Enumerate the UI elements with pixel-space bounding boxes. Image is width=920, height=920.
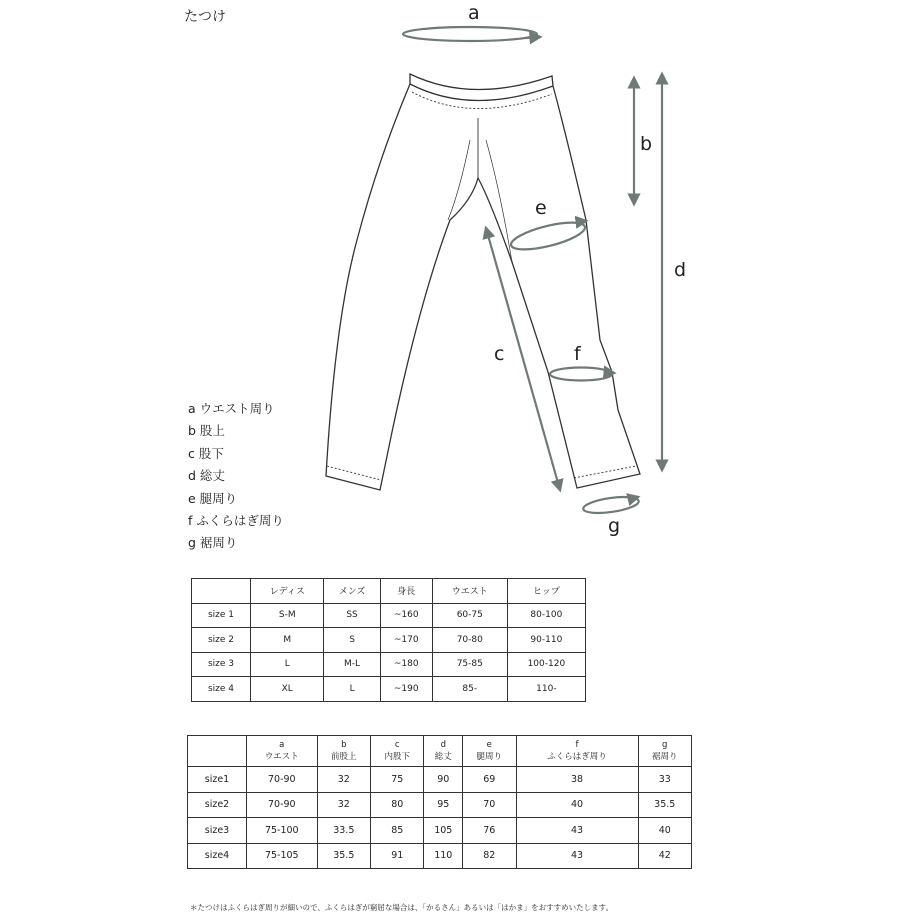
- table-row: [188, 792, 692, 818]
- table-cell: SS: [324, 603, 380, 628]
- table-cell: S: [324, 628, 380, 653]
- table-cell: 100-120: [507, 652, 585, 677]
- table-cell: XL: [251, 677, 324, 702]
- table-row: [188, 843, 692, 869]
- table-cell: 70-80: [432, 628, 507, 653]
- table-cell: size1: [188, 767, 247, 793]
- label-b: b: [640, 133, 653, 155]
- table-cell: ~160: [380, 603, 432, 628]
- header-letter: e: [486, 740, 492, 750]
- table-cell: 69: [463, 767, 516, 793]
- header-name: 裾周り: [651, 752, 678, 762]
- measurement-legend: [188, 398, 284, 555]
- table-cell: 110-: [507, 677, 585, 702]
- table-row: [192, 652, 586, 677]
- waist-arrow: [403, 27, 540, 41]
- table-cell: 90-110: [507, 628, 585, 653]
- table-cell: size 2: [192, 628, 251, 653]
- label-g: g: [608, 515, 621, 537]
- table-cell: 43: [516, 818, 638, 844]
- table-header-cell: レディス: [251, 579, 324, 604]
- table-header-cell: [638, 736, 692, 767]
- hem-arrow: [582, 494, 639, 516]
- legend-item: d 総丈: [188, 468, 225, 484]
- table-header-cell: [188, 736, 247, 767]
- header-name: ふくらはぎ周り: [547, 752, 607, 762]
- header-letter: d: [440, 740, 446, 750]
- table-cell: 32: [317, 767, 370, 793]
- table-cell: ~180: [380, 652, 432, 677]
- table-header-row: [192, 579, 586, 604]
- header-letter: b: [341, 740, 347, 750]
- table-header-cell: メンズ: [324, 579, 380, 604]
- table-cell: 76: [463, 818, 516, 844]
- table-cell: 43: [516, 843, 638, 869]
- legend-item: b 股上: [188, 423, 225, 439]
- table-cell: size 4: [192, 677, 251, 702]
- header-letter: g: [662, 740, 668, 750]
- header-name: 総丈: [434, 752, 452, 762]
- table-cell: 91: [371, 843, 424, 869]
- table-cell: 60-75: [432, 603, 507, 628]
- table-cell: size 3: [192, 652, 251, 677]
- legend-item: a ウエスト周り: [188, 401, 275, 416]
- table-row: [188, 767, 692, 793]
- table-header-cell: [424, 736, 463, 767]
- table-row: [192, 603, 586, 628]
- header-letter: a: [279, 740, 285, 750]
- table-cell: 38: [516, 767, 638, 793]
- table-cell: 75-85: [432, 652, 507, 677]
- thigh-arrow: [509, 217, 588, 255]
- table-cell: 110: [424, 843, 463, 869]
- table-cell: 40: [516, 792, 638, 818]
- header-name: ウエスト: [264, 752, 299, 762]
- table-header-cell: [192, 579, 251, 604]
- table-cell: 85: [371, 818, 424, 844]
- table-header-cell: ウエスト: [432, 579, 507, 604]
- table-cell: 33: [638, 767, 692, 793]
- table-header-cell: [463, 736, 516, 767]
- table-cell: 70: [463, 792, 516, 818]
- table-cell: ~170: [380, 628, 432, 653]
- page-title: たつけ: [184, 9, 226, 25]
- legend-item: c 股下: [188, 445, 224, 461]
- table-cell: M: [251, 628, 324, 653]
- table-cell: ~190: [380, 677, 432, 702]
- legend-item: g 裾周り: [188, 535, 238, 551]
- footnote: ＊たつけはふくらはぎ周りが細いので、ふくらはぎが窮屈な場合は、「かるさん」あるいは「はかま」をおすすめいたします。: [190, 903, 614, 912]
- table-cell: 35.5: [638, 792, 692, 818]
- label-f: f: [574, 343, 581, 365]
- size-chart-table: [191, 578, 586, 702]
- legend-item: f ふくらはぎ周り: [188, 513, 284, 529]
- table-cell: 75-105: [247, 843, 318, 869]
- calf-arrow: [550, 368, 614, 381]
- table-cell: 70-90: [247, 767, 318, 793]
- table-cell: 32: [317, 792, 370, 818]
- label-e: e: [535, 197, 547, 219]
- table-header-cell: [516, 736, 638, 767]
- header-letter: f: [575, 740, 579, 750]
- table-cell: 80: [371, 792, 424, 818]
- table-cell: 80-100: [507, 603, 585, 628]
- table-header-cell: 身長: [380, 579, 432, 604]
- table-cell: 90: [424, 767, 463, 793]
- table-cell: 75: [371, 767, 424, 793]
- table-cell: L: [251, 652, 324, 677]
- table-header-cell: ヒップ: [507, 579, 585, 604]
- label-d: d: [674, 259, 687, 281]
- table-cell: 70-90: [247, 792, 318, 818]
- legend-item: e 腿周り: [188, 490, 238, 506]
- header-name: 内股下: [384, 752, 411, 762]
- label-a: a: [468, 2, 480, 24]
- table-cell: 75-100: [247, 818, 318, 844]
- table-cell: S-M: [251, 603, 324, 628]
- table-header-cell: [317, 736, 370, 767]
- table-row: [192, 628, 586, 653]
- table-cell: 82: [463, 843, 516, 869]
- header-name: 前股上: [331, 752, 357, 762]
- table-cell: 35.5: [317, 843, 370, 869]
- table-cell: 85-: [432, 677, 507, 702]
- table-header-cell: [247, 736, 318, 767]
- table-cell: size 1: [192, 603, 251, 628]
- header-name: 腿周り: [476, 752, 503, 762]
- table-cell: size3: [188, 818, 247, 844]
- table-cell: size4: [188, 843, 247, 869]
- table-row: [188, 818, 692, 844]
- table-cell: 95: [424, 792, 463, 818]
- table-cell: 105: [424, 818, 463, 844]
- table-cell: 33.5: [317, 818, 370, 844]
- table-header-row: [188, 736, 692, 767]
- table-cell: M-L: [324, 652, 380, 677]
- measurement-table: [187, 735, 692, 869]
- table-row: [192, 677, 586, 702]
- table-cell: 40: [638, 818, 692, 844]
- header-letter: c: [394, 740, 400, 750]
- table-cell: L: [324, 677, 380, 702]
- table-cell: size2: [188, 792, 247, 818]
- label-c: c: [494, 343, 505, 365]
- table-header-cell: [371, 736, 424, 767]
- pants-outline: [326, 74, 640, 490]
- table-cell: 42: [638, 843, 692, 869]
